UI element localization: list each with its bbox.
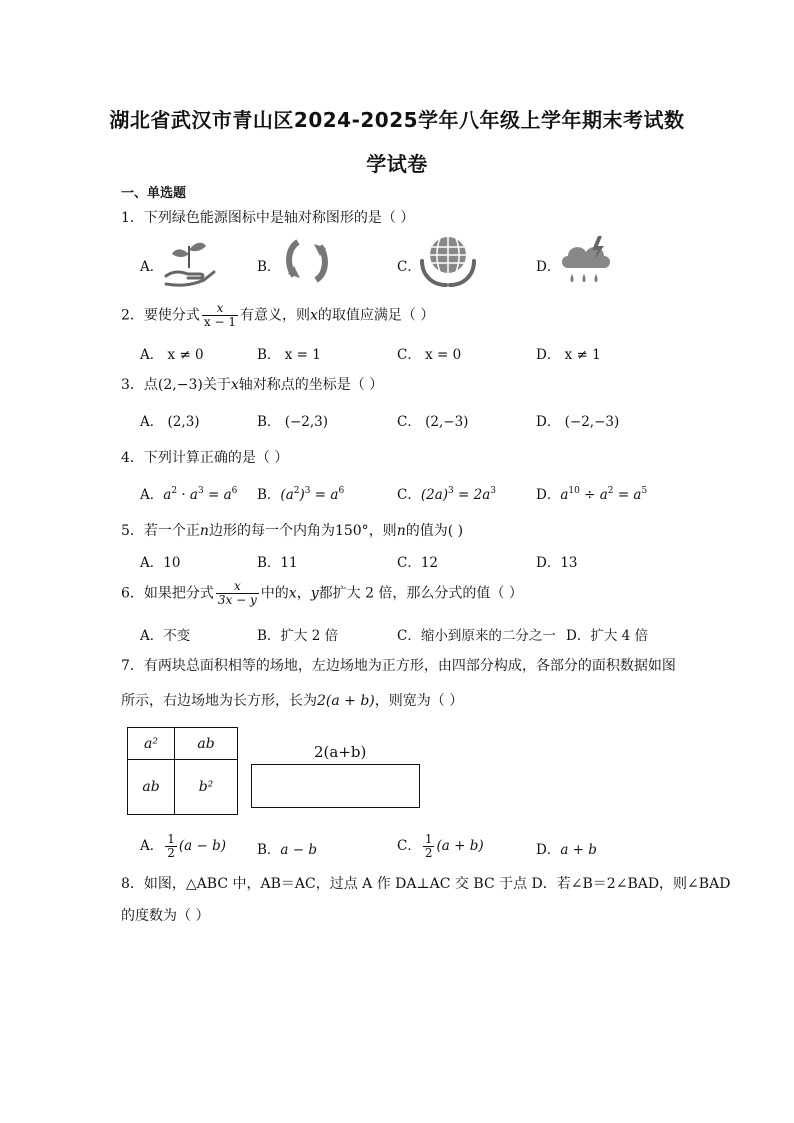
q4a-t4: = a	[203, 487, 232, 503]
q4d-t3: 2	[607, 486, 614, 496]
q4a-t2: · a	[177, 487, 198, 503]
q1-stem: 1．下列绿色能源图标中是轴对称图形的是（ ）	[121, 210, 415, 226]
q2-option-c: C． x = 0	[397, 347, 462, 363]
q7-option-d	[536, 838, 597, 858]
q7a-fraction	[165, 833, 177, 860]
q7c-frac-den: 2	[424, 846, 433, 860]
grid-cell-b2: b²	[175, 760, 238, 815]
q5-option-d: D．13	[536, 555, 578, 571]
q5-angle: 150°	[334, 523, 369, 539]
q4-option-d	[536, 483, 647, 503]
q4d-t0: a	[560, 487, 569, 503]
q2-fraction-den: x − 1	[203, 315, 237, 329]
q4-option-b-label: B．	[257, 487, 281, 503]
q4d-t4: = a	[613, 487, 642, 503]
q4-option-c-label: C．	[397, 487, 421, 503]
q4c-t3: 3	[490, 486, 497, 496]
q4b-t2: )	[299, 487, 305, 503]
rectangle-field-diagram	[251, 764, 420, 808]
q7c-fraction	[423, 833, 435, 860]
q7-option-b	[257, 838, 317, 858]
q6-mid: 中的	[260, 585, 289, 602]
q4-option-d-label: D．	[536, 487, 561, 503]
q7a-frac-den: 2	[167, 846, 175, 860]
q3-option-c: C． (2,−3)	[397, 414, 469, 430]
q4b-t4: = a	[310, 487, 339, 503]
grid-cell-ab-top: ab	[175, 728, 238, 760]
q3-option-d: D． (−2,−3)	[536, 414, 620, 430]
q4-option-a-label: A．	[140, 487, 164, 503]
q3-suffix: 轴对称点的坐标是（ ）	[238, 377, 384, 393]
q4a-t3: 3	[197, 486, 204, 496]
q3-stem	[121, 374, 383, 394]
grid-cell-a2: a²	[128, 728, 175, 760]
q4b-t1: 2	[293, 486, 300, 496]
q2-var: x	[310, 307, 318, 324]
q6-option-a: A．不变	[140, 628, 191, 644]
q7a-frac-num: 1	[167, 832, 175, 846]
q4-stem: 4．下列计算正确的是（ ）	[121, 450, 289, 466]
q7-option-c-label: C．	[397, 838, 421, 854]
rect-length-label: 2(a+b)	[314, 743, 367, 761]
exam-title-line2: 学试卷	[366, 152, 428, 176]
q5-suffix: ，则	[368, 523, 397, 539]
q2-option-a: A． x ≠ 0	[140, 347, 204, 363]
q5-var-2: n	[396, 523, 406, 539]
q2-stem	[121, 302, 434, 329]
q1-option-a-label: A．	[140, 259, 164, 275]
q4b-t0: (a	[280, 487, 294, 503]
q2-fraction	[202, 302, 238, 329]
q4-option-c	[397, 483, 496, 503]
q7c-frac-num: 1	[424, 832, 433, 846]
q6-suffix: 都扩大 2 倍，那么分式的值（ ）	[318, 585, 523, 602]
recycle-arrows-icon	[280, 234, 334, 288]
q1-option-c-label: C．	[397, 259, 421, 275]
q3-mid: 关于	[202, 377, 231, 393]
q7-line2-suffix: ，则宽为（ ）	[374, 693, 464, 709]
q5-prefix: 5．若一个正	[121, 523, 200, 539]
q5-mid: 边形的每一个内角为	[208, 523, 335, 539]
q4d-t1: 10	[568, 486, 580, 496]
q4c-t2: = 2a	[453, 487, 491, 503]
q5-var: n	[199, 523, 209, 539]
q1-option-d-label: D．	[536, 259, 561, 275]
q6-prefix: 6．如果把分式	[121, 585, 214, 602]
q2-fraction-num: x	[216, 301, 224, 315]
q4b-t3: 3	[304, 486, 311, 496]
q4-option-a	[140, 483, 237, 503]
plant-in-hand-icon	[160, 232, 218, 290]
q5-option-b: B．11	[257, 555, 298, 571]
q7-option-c	[397, 833, 484, 860]
q6-option-d: D．扩大 4 倍	[566, 628, 648, 644]
q3-option-a: A． (2,3)	[140, 414, 200, 430]
q4c-t1: 3	[448, 486, 454, 496]
grid-cell-ab-left: ab	[128, 760, 175, 815]
q3-var: x	[230, 377, 239, 393]
q5-option-c: C．12	[397, 555, 439, 571]
q7b-expr: a − b	[280, 842, 318, 858]
q7-stem-line2	[121, 690, 463, 710]
q4b-t5: 6	[338, 486, 345, 496]
q4c-t0: (2a)	[420, 487, 449, 503]
q7-line2-expr: 2(a + b)	[317, 693, 375, 709]
q8-stem-line2: 的度数为（ ）	[121, 908, 210, 924]
q7-stem-line1: 7．有两块总面积相等的场地，左边场地为正方形，由四部分构成，各部分的面积数据如图	[121, 658, 676, 674]
q7-option-d-label: D．	[536, 842, 561, 858]
q7c-expr: (a + b)	[436, 838, 484, 854]
exam-title-line1: 湖北省武汉市青山区2024-2025学年八年级上学年期末考试数	[109, 108, 685, 132]
q2-option-d: D． x ≠ 1	[536, 347, 601, 363]
section-heading: 一、单选题	[121, 186, 187, 201]
q5-option-a: A．10	[140, 555, 181, 571]
q1-option-b-label: B．	[257, 259, 281, 275]
q7-option-a	[140, 833, 226, 860]
q4a-t0: a	[163, 487, 172, 503]
q6-option-b: B．扩大 2 倍	[257, 628, 339, 644]
q3-prefix: 3．点	[121, 377, 158, 393]
q6-fraction-den: 3x − y	[217, 593, 257, 607]
q6-fraction	[216, 580, 259, 607]
q6-fraction-num: x	[233, 579, 241, 593]
q5-stem	[121, 520, 463, 540]
square-field-diagram	[127, 727, 238, 815]
globe-in-hands-icon	[418, 231, 478, 291]
q7a-expr: (a − b)	[178, 838, 227, 854]
q4d-t5: 5	[641, 486, 648, 496]
q6-var-x: x	[288, 585, 297, 602]
q7-option-a-label: A．	[140, 838, 164, 854]
q5-suffix2: 的值为( )	[405, 523, 464, 539]
q2-suffix: 有意义，则	[240, 307, 311, 324]
q6-option-c: C．缩小到原来的二分之一	[397, 628, 556, 644]
q3-option-b: B． (−2,3)	[257, 414, 329, 430]
q2-option-b: B． x = 1	[257, 347, 321, 363]
q4a-t1: 2	[171, 486, 178, 496]
q2-suffix2: 的取值应满足（ ）	[317, 307, 435, 324]
q8-stem-line1: 8．如图，△ABC 中，AB＝AC，过点 A 作 DA⊥AC 交 BC 于点 D．若∠B＝2∠BAD，则∠BAD	[121, 876, 731, 892]
q4-option-b	[257, 483, 344, 503]
q4a-t5: 6	[231, 486, 238, 496]
q3-point: (2,−3)	[157, 377, 203, 393]
q6-stem	[121, 580, 523, 607]
q6-var-y: y	[310, 585, 319, 602]
q4d-t2: ÷ a	[579, 487, 608, 503]
q2-prefix: 2．要使分式	[121, 307, 200, 324]
q7-line2-prefix: 所示，右边场地为长方形，长为	[121, 693, 317, 709]
storm-cloud-rain-icon	[558, 232, 616, 290]
q7-option-b-label: B．	[257, 842, 281, 858]
q6-sep: ，	[296, 585, 311, 602]
q7d-expr: a + b	[560, 842, 597, 858]
